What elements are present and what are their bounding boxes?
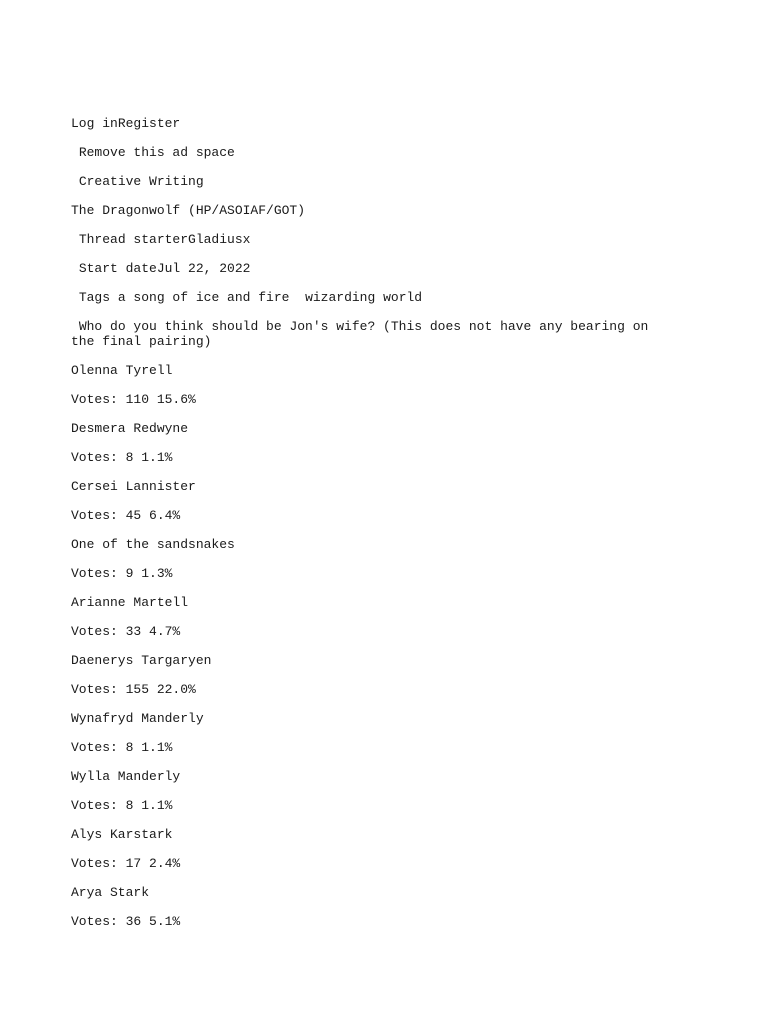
poll-option [71,363,671,407]
poll-option-label: Wynafryd Manderly [71,711,204,726]
poll-option-votes: Votes: 8 1.1% [71,798,173,813]
poll-option-label: Alys Karstark [71,827,173,842]
poll-option-label: Desmera Redwyne [71,421,189,436]
page-content [71,116,671,943]
poll-option-votes: Votes: 17 2.4% [71,856,181,871]
thread-start-date [71,261,671,276]
poll-option-votes: Votes: 36 5.1% [71,914,181,929]
poll-option-votes: Votes: 110 15.6% [71,392,196,407]
poll-option [71,421,671,465]
tags-label: Tags [71,290,118,305]
poll-option-label: Olenna Tyrell [71,363,173,378]
poll-option [71,537,671,581]
thread-starter [71,232,671,247]
poll-option-label: Arya Stark [71,885,150,900]
poll-option [71,827,671,871]
thread-tags [71,290,671,305]
tag-link[interactable]: a song of ice and fire [117,290,290,305]
poll-option-label: Daenerys Targaryen [71,653,212,668]
poll-option [71,885,671,929]
auth-links [71,116,671,131]
poll-option-votes: Votes: 8 1.1% [71,740,173,755]
thread-title: The Dragonwolf (HP/ASOIAF/GOT) [71,203,306,218]
login-link[interactable]: Log in [71,116,118,131]
poll-question: Who do you think should be Jon's wife? (This does not have any bearing on the final pairing) [71,319,657,349]
poll-option [71,479,671,523]
poll-option-votes: Votes: 33 4.7% [71,624,181,639]
poll-option [71,595,671,639]
register-link[interactable]: Register [117,116,181,131]
poll-option-votes: Votes: 9 1.3% [71,566,173,581]
poll-option [71,769,671,813]
poll-option-label: Arianne Martell [71,595,189,610]
poll-option-label: Cersei Lannister [71,479,196,494]
poll-option-votes: Votes: 155 22.0% [71,682,196,697]
poll-option-label: One of the sandsnakes [71,537,235,552]
poll-options-list [71,363,671,929]
start-date-value: Jul 22, 2022 [156,261,251,276]
tag-link[interactable]: wizarding world [305,290,423,305]
remove-ad-link[interactable]: Remove this ad space [71,145,235,160]
poll-option-votes: Votes: 8 1.1% [71,450,173,465]
breadcrumb-forum[interactable]: Creative Writing [71,174,204,189]
poll-option-votes: Votes: 45 6.4% [71,508,181,523]
thread-starter-user-link[interactable]: Gladiusx [188,232,251,247]
thread-starter-label: Thread starter [71,232,189,247]
poll-option-label: Wylla Manderly [71,769,181,784]
poll-option [71,653,671,697]
poll-option [71,711,671,755]
start-date-label: Start date [71,261,157,276]
